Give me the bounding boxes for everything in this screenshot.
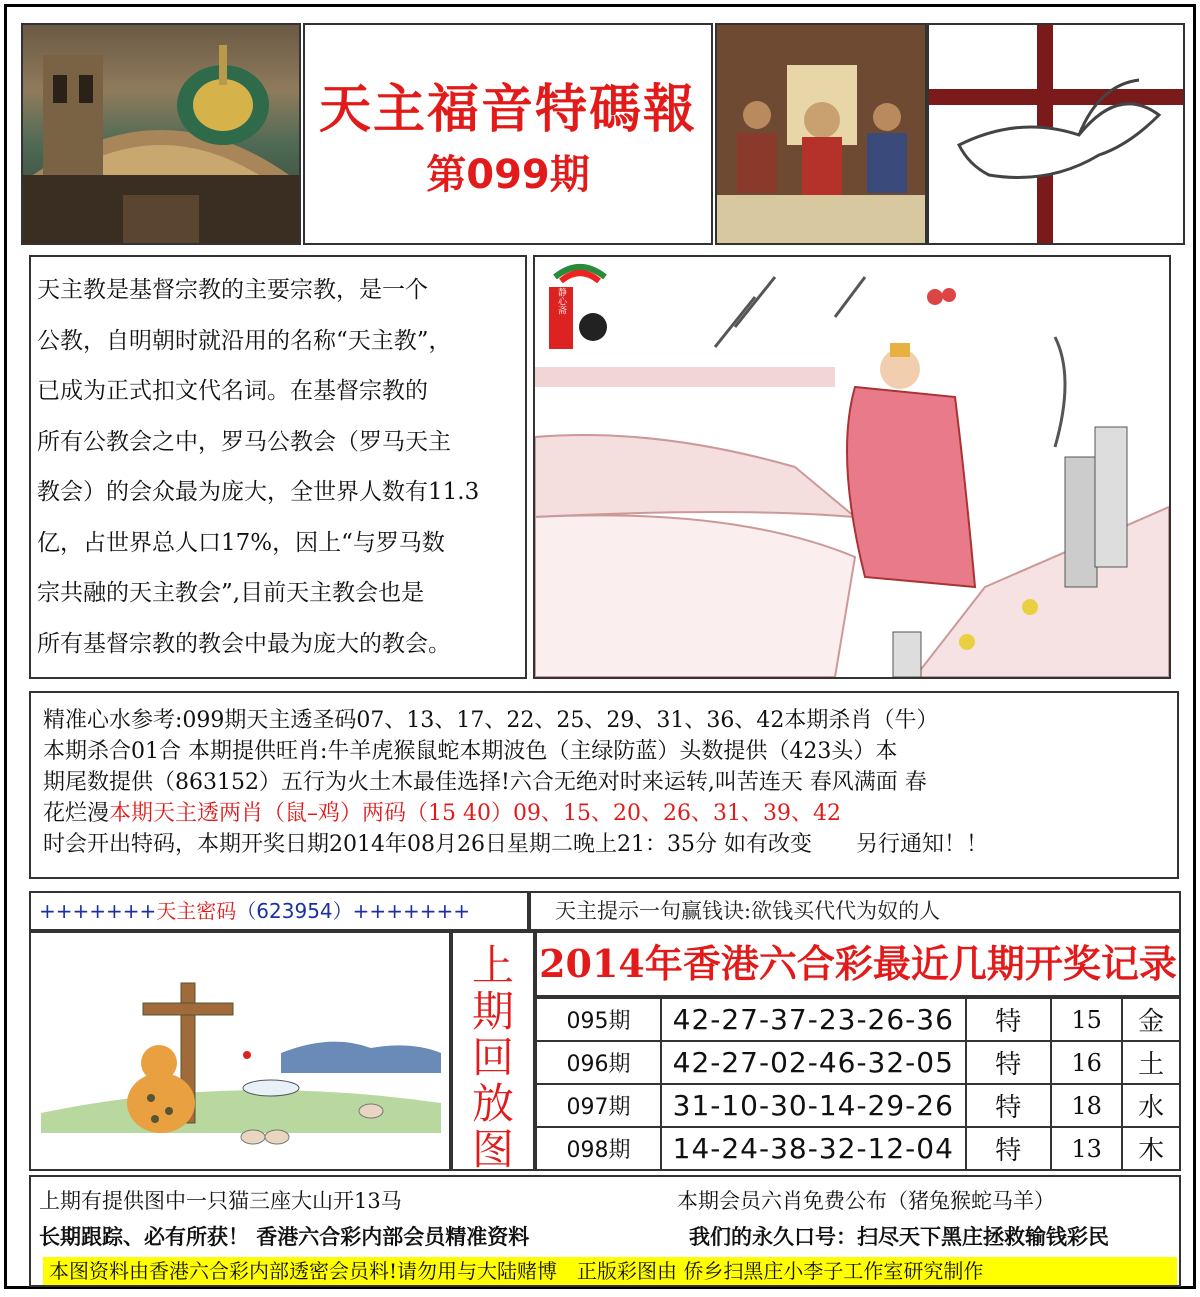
cat-cross-illustration [29,931,451,1171]
table-row [536,1127,1180,1170]
newspaper-title: 天主福音特碼報 [318,80,697,140]
footer-slogan: 长期跟踪、必有所获！ 香港六合彩内部会员精准资料 [39,1224,530,1249]
intro-line: 宗共融的天主教会”,目前天主教会也是 [37,580,425,606]
issue-cell: 097期 [536,1084,661,1127]
footer-member-zodiac: 本期会员六肖免费公布（猪兔猴蛇马羊） [677,1189,1055,1213]
masthead [303,23,713,245]
highlight-prediction: 本期天主透两肖（鼠–鸡）两码（15 40）09、15、20、26、31、39、42 [109,801,841,826]
issue-cell: 098期 [536,1127,661,1170]
last-supper-painting [715,23,927,245]
footer-previous-hint: 上期有提供图中一只猫三座大山开13马 [39,1189,402,1213]
special-number-cell: 16 [1051,1041,1122,1084]
special-number-cell: 13 [1051,1127,1122,1170]
label-char: 图 [471,1125,514,1174]
intro-line: 已成为正式扣文代名词。在基督宗教的 [37,378,428,404]
table-row [536,998,1180,1041]
cross-dove-image [927,23,1185,245]
seal-text: 静心斋 [556,287,566,315]
footer-motto: 我们的永久口号：扫尽天下黑庄拯救输钱彩民 [689,1224,1109,1249]
church-photo [21,23,301,245]
table-row [536,1084,1180,1127]
code-title: 天主密码 [156,899,237,923]
ref-line: 期尾数提供（863152）五行为火土木最佳选择!六合无绝对时来运转,叫苦连天 春风满面 春 [43,770,927,795]
ref-line: 本期杀合01合 本期提供旺肖:牛羊虎猴鼠蛇本期波色（主绿防蓝）头数提供（423头）本 [43,739,898,764]
intro-line: 所有基督宗教的教会中最为庞大的教会。 [37,630,451,657]
draw-records-table [535,997,1181,1171]
element-cell: 土 [1122,1041,1180,1084]
ref-line [43,798,1165,829]
table-row [536,1041,1180,1084]
previous-image-label [451,931,535,1174]
footer-disclaimer: 本图资料由香港六合彩内部透密会员料!请勿用与大陆赌博 正版彩图由 侨乡扫黑庄小李子工作室研究制作 [43,1257,1177,1285]
secret-code: （623954） [236,899,353,923]
special-label-cell: 特 [966,1127,1051,1170]
winning-tip: 天主提示一句赢钱诀:欲钱买代代为奴的人 [529,891,1181,931]
element-cell: 金 [1122,998,1180,1041]
numbers-cell: 31-10-30-14-29-26 [661,1084,966,1127]
ref-text: 花烂漫 [43,801,110,826]
newspaper-page [4,4,1196,1289]
issue-cell: 096期 [536,1041,661,1084]
reference-predictions [29,691,1179,879]
issue-cell: 095期 [536,998,661,1041]
numbers-cell: 42-27-37-23-26-36 [661,998,966,1041]
intro-line: 亿，占世界总人口17%，因上“与罗马数 [37,529,445,556]
catholic-intro-text [29,255,527,679]
footer [29,1175,1181,1287]
label-char: 上 [471,941,514,990]
code-suffix: +++++++ [352,899,470,923]
intro-line: 天主教是基督宗教的主要宗教，是一个 [37,277,428,303]
issue-number: 第099期 [426,152,590,198]
special-number-cell: 15 [1051,998,1122,1041]
element-cell: 木 [1122,1127,1180,1170]
ref-line: 精准心水参考:099期天主透圣码07、13、17、22、25、29、31、36、42本期杀肖（牛） [43,708,939,733]
element-cell: 水 [1122,1084,1180,1127]
ref-line: 时会开出特码，本期开奖日期2014年08月26日星期二晚上21：35分 如有改变 另行通知！！ [43,832,988,857]
special-label-cell: 特 [966,1084,1051,1127]
label-char: 期 [471,987,514,1036]
secret-code-bar [29,891,529,931]
label-char: 放 [471,1079,514,1128]
code-prefix: +++++++ [39,899,157,923]
records-title: 2014年香港六合彩最近几期开奖记录 [535,931,1181,997]
label-char: 回 [471,1033,514,1082]
intro-line: 所有公教会之中，罗马公教会（罗马天主 [37,428,451,455]
numbers-cell: 14-24-38-32-12-04 [661,1127,966,1170]
special-number-cell: 18 [1051,1084,1122,1127]
special-label-cell: 特 [966,998,1051,1041]
intro-line: 教会）的会众最为庞大，全世界人数有11.3 [37,479,480,505]
numbers-cell: 42-27-02-46-32-05 [661,1041,966,1084]
special-label-cell: 特 [966,1041,1051,1084]
intro-line: 公教，自明朝时就沿用的名称“天主教”， [37,327,452,354]
scholar-landscape-illustration [533,255,1171,679]
